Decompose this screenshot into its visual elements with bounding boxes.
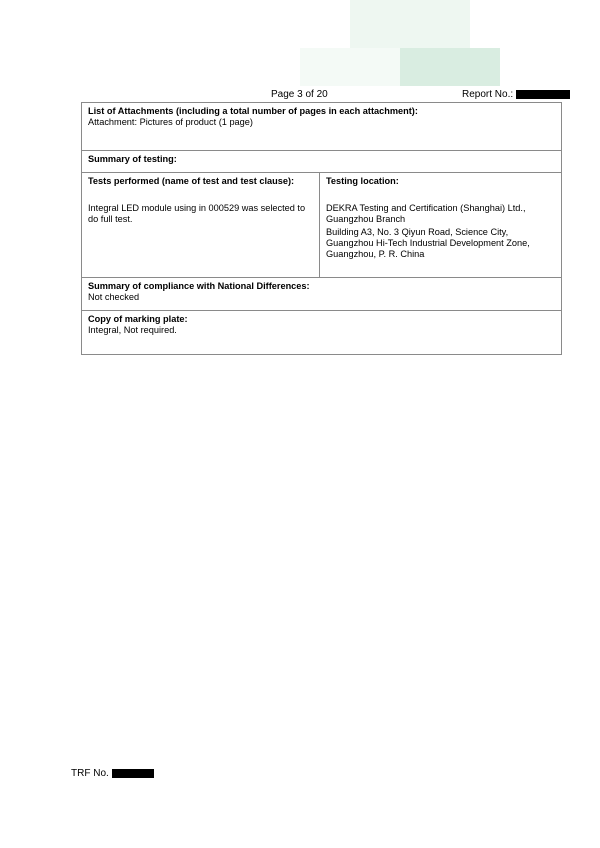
testing-location-address: Building A3, No. 3 Qiyun Road, Science City, Guangzhou Hi-Tech Industrial Development Zone, Guangzhou, P. R. China: [326, 227, 530, 259]
tests-performed-header: Tests performed (name of test and test clause):: [88, 176, 295, 186]
marking-plate-text: Integral, Not required.: [88, 325, 177, 335]
report-number: [462, 89, 570, 100]
trf-number-label: TRF No.: [71, 768, 109, 779]
testing-location-header: Testing location:: [326, 176, 399, 186]
report-number-redaction: [516, 90, 570, 99]
summary-testing-title: Summary of testing:: [88, 154, 177, 164]
national-differences-cell: [82, 278, 562, 311]
national-differences-row: [82, 278, 562, 311]
summary-testing-cell: [82, 151, 562, 173]
testing-location-cell: [320, 173, 562, 278]
tests-location-row: [82, 173, 562, 278]
trf-number-redaction: [112, 769, 154, 778]
trf-number: [71, 768, 154, 779]
testing-location-name: DEKRA Testing and Certification (Shanghai) Ltd., Guangzhou Branch: [326, 203, 526, 224]
national-differences-text: Not checked: [88, 292, 140, 302]
page-number: Page 3 of 20: [271, 89, 328, 100]
marking-plate-row: [82, 311, 562, 355]
tests-performed-text: Integral LED module using in 000529 was selected to do full test.: [88, 203, 306, 224]
national-differences-title: Summary of compliance with National Differences:: [88, 281, 310, 291]
watermark-logo: [300, 0, 515, 86]
attachments-title: List of Attachments (including a total number of pages in each attachment):: [88, 106, 418, 116]
attachments-row: [82, 103, 562, 151]
tests-performed-cell: [82, 173, 320, 278]
attachments-cell: [82, 103, 562, 151]
marking-plate-title: Copy of marking plate:: [88, 314, 188, 324]
summary-testing-row: [82, 151, 562, 173]
marking-plate-cell: [82, 311, 562, 355]
report-number-label: Report No.:: [462, 89, 514, 100]
attachments-text: Attachment: Pictures of product (1 page): [88, 117, 253, 127]
report-summary-table: [81, 102, 562, 355]
